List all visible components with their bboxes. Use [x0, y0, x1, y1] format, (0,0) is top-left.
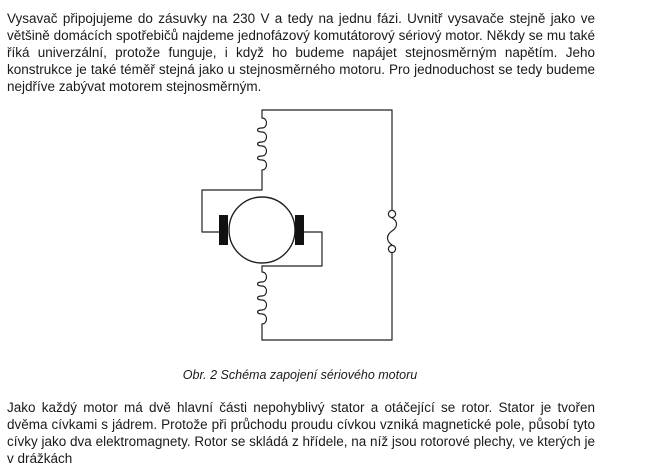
brush-right — [295, 215, 304, 245]
stator-coil-bottom — [258, 266, 267, 340]
figure-caption: Obr. 2 Schéma zapojení sériového motoru — [182, 368, 418, 382]
motor-parts-paragraph: Jako každý motor má dvě hlavní části nepohyblivý stator a otáčející se rotor. Stator je tvořen dvěma cívkami s jádrem. Protože při průchodu proudu cívkou vzniká magnetické pole, působí tyto cívky jako dva elektromagnety. Rotor se skládá z hřídele, na níž jsou rotorové plechy, ve kterých je v drážkách — [7, 400, 595, 466]
stator-coil-top — [258, 110, 267, 178]
supply-terminal-bottom — [388, 245, 395, 252]
wire-top — [262, 110, 392, 210]
series-motor-diagram — [196, 102, 410, 360]
ac-source-icon — [388, 218, 397, 245]
intro-paragraph: Vysavač připojujeme do zásuvky na 230 V a tedy na jednu fázi. Uvnitř vysavače stejně jako ve většině domácích spotřebičů najdeme jednofázový komutátorový sériový motor. Někdy se mu také říká univerzální, protože funguje, i když ho budeme napájet stejnosměrným napětím. Jeho konstrukce je také téměř stejná jako u stejnosměrného motoru. Pro jednoduchost se tedy budeme nejdříve zabývat motorem stejnosměrným. — [7, 11, 595, 94]
brush-left — [219, 215, 228, 245]
supply-terminal-top — [388, 210, 395, 217]
rotor — [229, 197, 295, 263]
